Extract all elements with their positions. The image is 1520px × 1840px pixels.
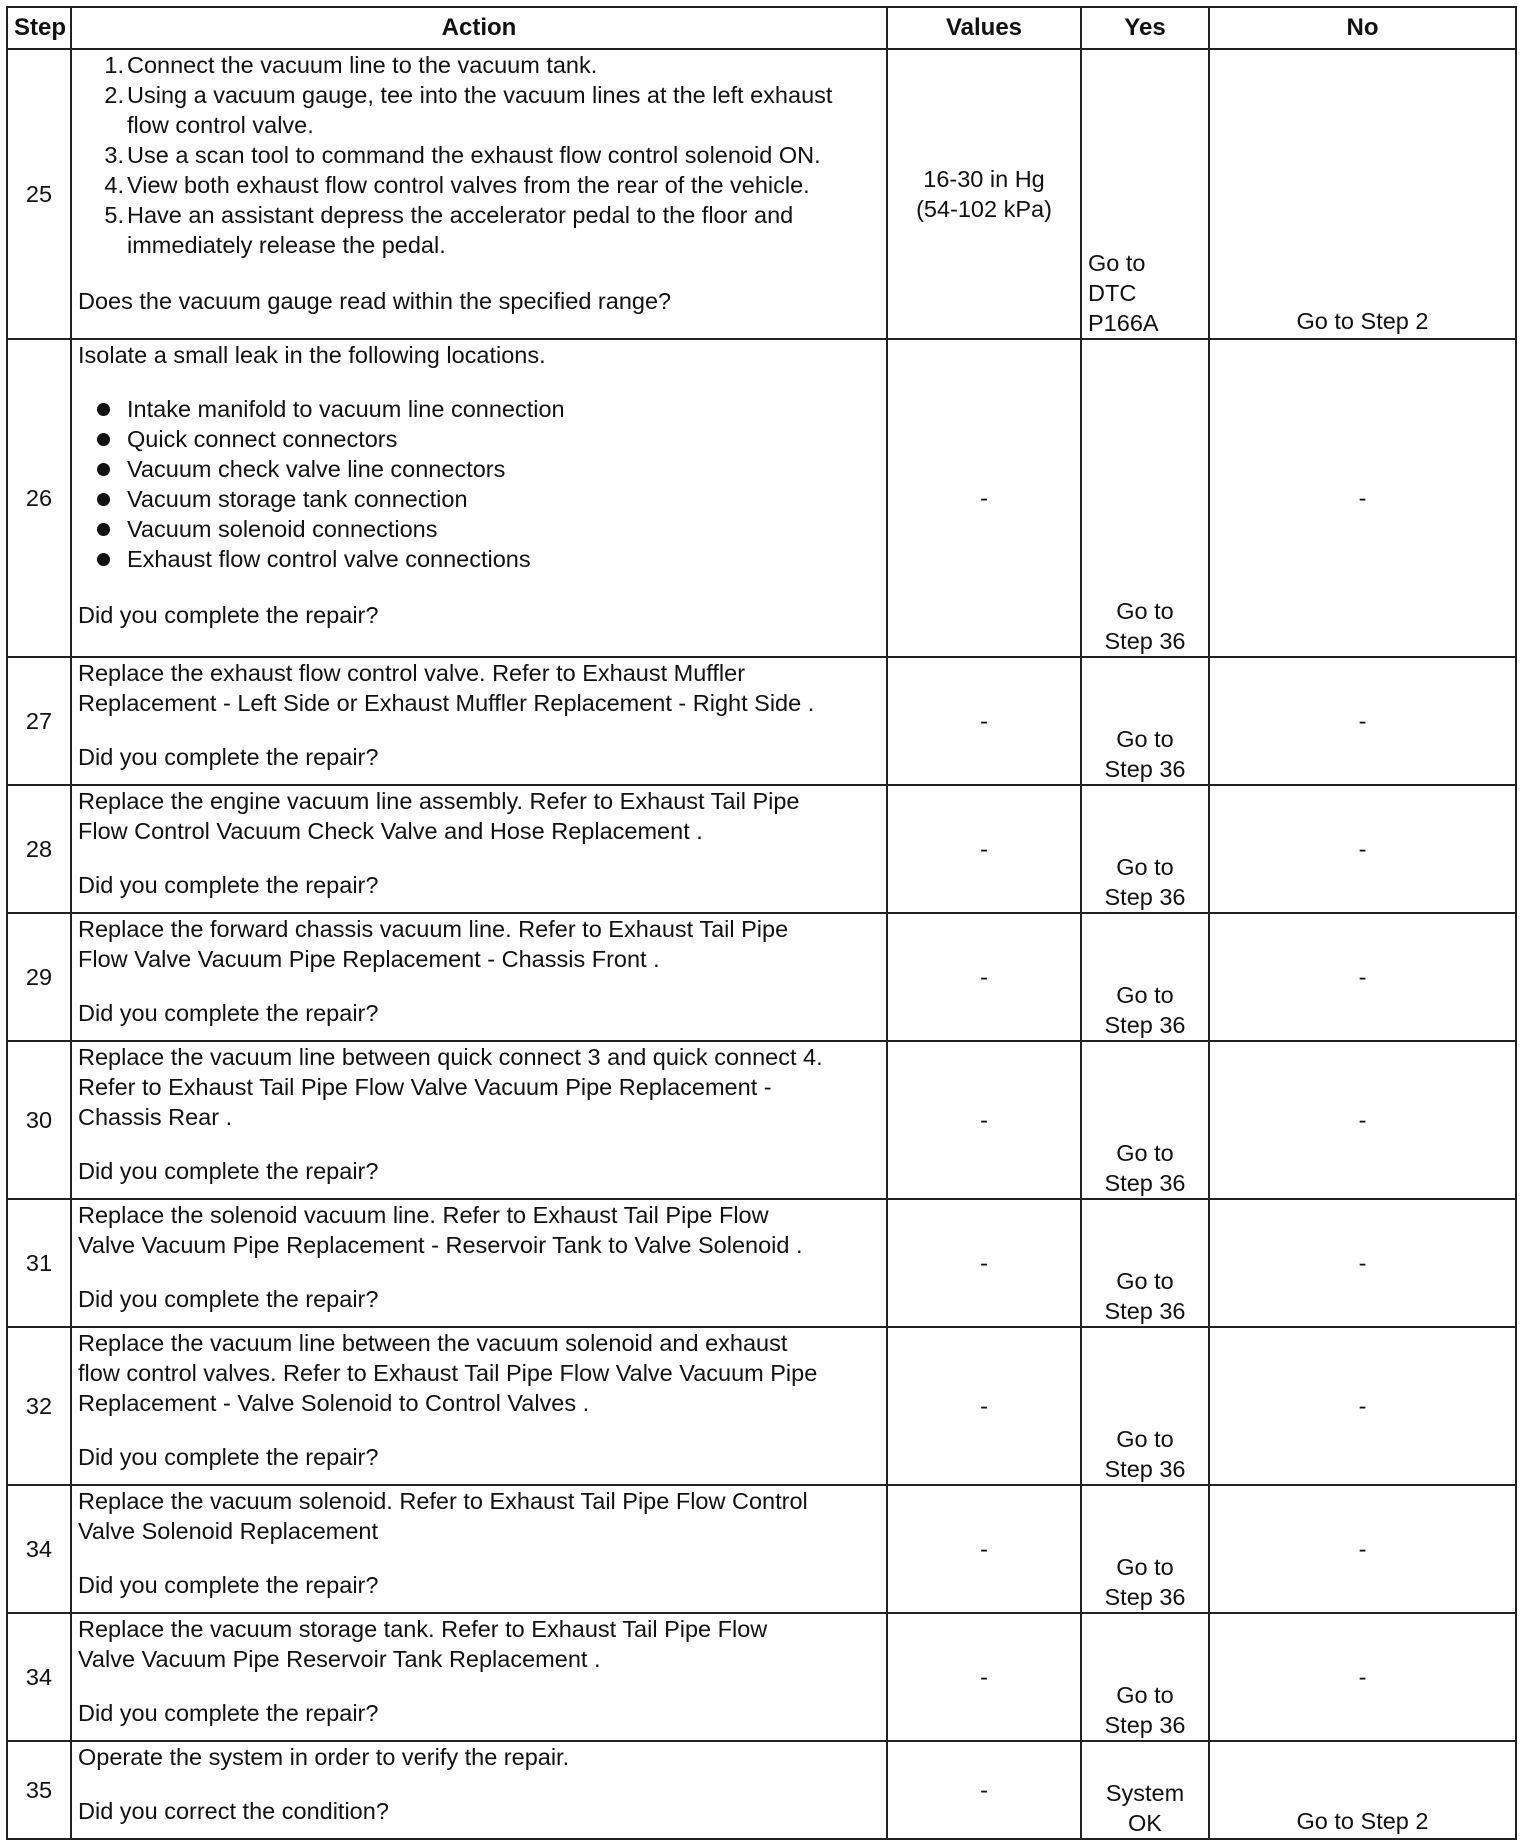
yes-line: Step 36 (1104, 1584, 1186, 1610)
action-text: Flow Control Vacuum Check Valve and Hose Replacement . (78, 818, 703, 844)
step-index: 1. (104, 52, 124, 78)
yes-cell (1081, 1327, 1209, 1485)
step-number: 34 (7, 1485, 71, 1613)
step-number: 25 (7, 49, 71, 339)
yes-line: Go to (1116, 1140, 1174, 1166)
action-text: Replace the solenoid vacuum line. Refer to Exhaust Tail Pipe Flow (78, 1202, 769, 1228)
yes-cell (1081, 1485, 1209, 1613)
values-line: (54-102 kPa) (916, 196, 1052, 222)
yes-line: Go to (1116, 1554, 1174, 1580)
step-number: 29 (7, 913, 71, 1041)
list-item (78, 170, 880, 200)
values-cell (887, 49, 1081, 339)
action-cell (71, 1485, 887, 1613)
yes-line: DTC (1088, 280, 1137, 306)
yes-line: Step 36 (1104, 1298, 1186, 1324)
action-text: Replace the vacuum solenoid. Refer to Exhaust Tail Pipe Flow Control (78, 1488, 808, 1514)
list-item: Vacuum storage tank connection (78, 484, 880, 514)
yes-cell (1081, 1041, 1209, 1199)
question-text: Did you complete the repair? (78, 744, 379, 770)
action-text: Valve Vacuum Pipe Replacement - Reservoir Tank to Valve Solenoid . (78, 1232, 803, 1258)
action-text: Valve Solenoid Replacement (78, 1518, 379, 1544)
yes-line: OK (1128, 1810, 1162, 1836)
step-index: 4. (104, 172, 124, 198)
yes-line: Step 36 (1104, 884, 1186, 910)
table-row (7, 1199, 1516, 1327)
yes-line: Go to (1116, 1682, 1174, 1708)
yes-cell (1081, 657, 1209, 785)
yes-line: Go to (1116, 1426, 1174, 1452)
table-row (7, 1041, 1516, 1199)
table-row (7, 657, 1516, 785)
action-cell (71, 785, 887, 913)
action-cell (71, 49, 887, 339)
diagnostic-procedure-table (6, 6, 1517, 1840)
step-number: 30 (7, 1041, 71, 1199)
yes-line: Go to (1116, 1268, 1174, 1294)
action-text: Replace the forward chassis vacuum line. Refer to Exhaust Tail Pipe (78, 916, 789, 942)
no-cell: - (1209, 1613, 1516, 1741)
action-text: Valve Vacuum Pipe Reservoir Tank Replacement . (78, 1646, 601, 1672)
list-item (78, 80, 880, 140)
yes-cell (1081, 49, 1209, 339)
action-cell (71, 1741, 887, 1839)
question-text: Did you complete the repair? (78, 602, 379, 628)
header-no: No (1209, 7, 1516, 49)
action-text: Replacement - Valve Solenoid to Control Valves . (78, 1390, 590, 1416)
list-item: Exhaust flow control valve connections (78, 544, 880, 574)
header-row (7, 7, 1516, 49)
bullet-list (78, 394, 880, 574)
no-cell: - (1209, 657, 1516, 785)
yes-line: Step 36 (1104, 1712, 1186, 1738)
action-cell (71, 913, 887, 1041)
yes-cell (1081, 913, 1209, 1041)
action-cell (71, 1199, 887, 1327)
step-index: 2. (104, 82, 124, 108)
yes-line: P166A (1088, 310, 1159, 336)
list-item: Quick connect connectors (78, 424, 880, 454)
action-cell (71, 339, 887, 657)
values-cell: - (887, 339, 1081, 657)
no-cell: - (1209, 1199, 1516, 1327)
question-text: Did you complete the repair? (78, 1700, 379, 1726)
yes-cell (1081, 785, 1209, 913)
table-row (7, 1613, 1516, 1741)
action-cell (71, 657, 887, 785)
yes-line: Go to (1116, 982, 1174, 1008)
values-cell: - (887, 1485, 1081, 1613)
no-cell: - (1209, 785, 1516, 913)
table-row (7, 1741, 1516, 1839)
step-number: 27 (7, 657, 71, 785)
yes-cell (1081, 1741, 1209, 1839)
list-item: Vacuum check valve line connectors (78, 454, 880, 484)
table-row (7, 49, 1516, 339)
step-text: Connect the vacuum line to the vacuum tank. (127, 52, 598, 78)
values-cell: - (887, 657, 1081, 785)
table-row (7, 1485, 1516, 1613)
values-cell: - (887, 1199, 1081, 1327)
step-text: View both exhaust flow control valves from the rear of the vehicle. (127, 172, 810, 198)
yes-line: Step 36 (1104, 1012, 1186, 1038)
table-row (7, 1327, 1516, 1485)
step-number: 28 (7, 785, 71, 913)
question-text: Did you correct the condition? (78, 1798, 389, 1824)
question-text: Did you complete the repair? (78, 1000, 379, 1026)
list-item (78, 200, 880, 260)
yes-cell (1081, 1199, 1209, 1327)
action-text: Replace the engine vacuum line assembly. Refer to Exhaust Tail Pipe (78, 788, 800, 814)
no-cell: - (1209, 913, 1516, 1041)
yes-cell (1081, 339, 1209, 657)
table-row (7, 913, 1516, 1041)
no-cell: - (1209, 1327, 1516, 1485)
no-cell: - (1209, 339, 1516, 657)
action-text: Refer to Exhaust Tail Pipe Flow Valve Vacuum Pipe Replacement - (78, 1074, 772, 1100)
action-text: Replace the exhaust flow control valve. Refer to Exhaust Muffler (78, 660, 746, 686)
values-cell: - (887, 1327, 1081, 1485)
list-item (78, 50, 880, 80)
step-text: Have an assistant depress the accelerator pedal to the floor and immediately release the pedal. (127, 202, 794, 258)
yes-line: Step 36 (1104, 628, 1186, 654)
question-text: Did you complete the repair? (78, 1572, 379, 1598)
yes-line: Go to (1116, 726, 1174, 752)
yes-line: Go to (1116, 598, 1174, 624)
values-cell: - (887, 1041, 1081, 1199)
yes-line: Step 36 (1104, 756, 1186, 782)
header-action: Action (71, 7, 887, 49)
step-number: 34 (7, 1613, 71, 1741)
action-text: flow control valves. Refer to Exhaust Tail Pipe Flow Valve Vacuum Pipe (78, 1360, 818, 1386)
table-row (7, 785, 1516, 913)
question-text: Does the vacuum gauge read within the specified range? (78, 288, 672, 314)
question-text: Did you complete the repair? (78, 1158, 379, 1184)
yes-line: System (1105, 1780, 1185, 1806)
action-text: Operate the system in order to verify the repair. (78, 1744, 570, 1770)
question-text: Did you complete the repair? (78, 872, 379, 898)
step-number: 26 (7, 339, 71, 657)
action-cell (71, 1327, 887, 1485)
yes-line: Go to (1116, 854, 1174, 880)
action-text: Replace the vacuum line between quick connect 3 and quick connect 4. (78, 1044, 823, 1070)
list-item: Vacuum solenoid connections (78, 514, 880, 544)
values-cell: - (887, 913, 1081, 1041)
list-item: Intake manifold to vacuum line connection (78, 394, 880, 424)
step-number: 32 (7, 1327, 71, 1485)
list-item (78, 140, 880, 170)
action-cell (71, 1041, 887, 1199)
action-text: Chassis Rear . (78, 1104, 233, 1130)
table-row (7, 339, 1516, 657)
yes-line: Step 36 (1104, 1170, 1186, 1196)
values-line: 16-30 in Hg (923, 166, 1045, 192)
header-values: Values (887, 7, 1081, 49)
values-cell: - (887, 1613, 1081, 1741)
yes-cell (1081, 1613, 1209, 1741)
no-cell: Go to Step 2 (1209, 1741, 1516, 1839)
step-text: Using a vacuum gauge, tee into the vacuum lines at the left exhaust flow control valve. (127, 82, 833, 138)
step-text: Use a scan tool to command the exhaust flow control solenoid ON. (127, 142, 821, 168)
values-cell: - (887, 785, 1081, 913)
yes-line: Step 36 (1104, 1456, 1186, 1482)
step-number: 31 (7, 1199, 71, 1327)
action-text: Replace the vacuum storage tank. Refer to Exhaust Tail Pipe Flow (78, 1616, 768, 1642)
action-text: Replacement - Left Side or Exhaust Muffler Replacement - Right Side . (78, 690, 815, 716)
header-yes: Yes (1081, 7, 1209, 49)
step-index: 5. (104, 202, 124, 228)
question-text: Did you complete the repair? (78, 1444, 379, 1470)
no-cell: Go to Step 2 (1209, 49, 1516, 339)
no-cell: - (1209, 1041, 1516, 1199)
question-text: Did you complete the repair? (78, 1286, 379, 1312)
action-text: Isolate a small leak in the following locations. (78, 342, 546, 368)
step-number: 35 (7, 1741, 71, 1839)
values-cell: - (887, 1741, 1081, 1839)
action-cell (71, 1613, 887, 1741)
action-text: Flow Valve Vacuum Pipe Replacement - Chassis Front . (78, 946, 660, 972)
step-index: 3. (104, 142, 124, 168)
action-text: Replace the vacuum line between the vacuum solenoid and exhaust (78, 1330, 788, 1356)
yes-line: Go to (1088, 250, 1146, 276)
no-cell: - (1209, 1485, 1516, 1613)
header-step: Step (7, 7, 71, 49)
numbered-steps (78, 50, 880, 260)
